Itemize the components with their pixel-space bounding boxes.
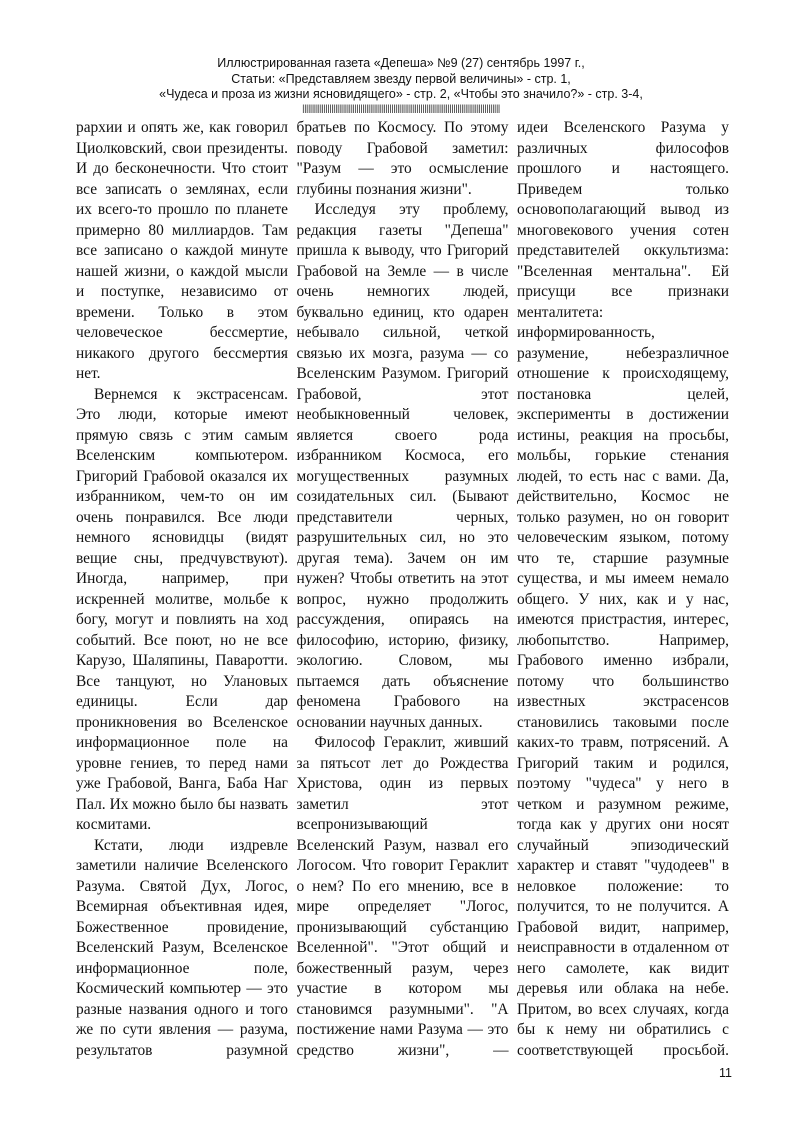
text-column-3 <box>517 118 729 1060</box>
header-articles-line-2: «Чудеса и проза из жизни ясновидящего» - стр. 2, «Чтобы это значило?» - стр. 3-4, <box>159 87 643 101</box>
header-publication-line: Иллюстрированная газета «Депеша» №9 (27) сентябрь 1997 г., <box>217 56 585 70</box>
paragraph: Исследуя эту проблему, редакция газеты "Депеша" пришла к выводу, что Григорий Грабовой на Земле — в числе очень немногих людей, буквально единиц, кто одарен небывало сильной, четкой связью их мозга, разума — со Вселенским Разумом. Григорий Грабовой, этот необыкновенный человек, является своего рода избранником Космоса, его могущественных разумных созидательных сил. (Бывают представители черных, разрушительных сил, но это другая тема). Зачем он им нужен? Чтобы ответить на этот вопрос, нужно продолжить рассуждения, опираясь на философию, историю, физику, экологию. Словом, мы пытаемся дать объяснение феномена Грабового на основании научных данных. <box>296 201 509 731</box>
page-header <box>0 56 802 113</box>
paragraph: Философ Гераклит, живший за пятьсот лет до Рождества Христова, один из первых заметил этот всепронизывающий Вселенский Разум, назвал его Логосом. Что говорит Гераклит о нем? По его мнению, все в мире определяет "Логос, пронизывающий субстанцию Вселенной". "Этот общий и божественный разум, через участие в котором мы становимся разумными". "А постижение нами Разума — это средство жизни", — <box>296 734 509 1059</box>
article-body <box>76 118 729 1060</box>
text-column-1 <box>76 118 288 1060</box>
paragraph: братьев по Космосу. По этому поводу Грабовой заметил: "Разум — это осмысление глубины познания жизни". <box>296 119 509 198</box>
paragraph: Вернемся к экстрасенсам. Это люди, которые имеют прямую связь с этим самым Вселенским компьютером. Григорий Грабовой оказался их избранником, чем-то он им очень понравился. Все люди немного ясновидцы (видят вещие сны, предчувствуют). Иногда, например, при искренней молитве, мольбе к богу, могут и повлиять на ход событий. Все поют, но не все Карузо, Шаляпины, Паваротти. Все танцуют, но Улановых единицы. Если дар проникновения во Вселенское информационное поле на уровне гениев, то перед нами уже Грабовой, Ванга, Баба Наг Пал. Их можно было бы назвать космитами. <box>76 385 288 833</box>
paragraph: Кстати, люди издревле заметили наличие Вселенского Разума. Святой Дух, Логос, Всемирная объективная идея, Божественное провидение, Вселенский Разум, Вселенское информационное поле, Космический компьютер — это разные названия одного и того же по сути явления — разума, результатов разумной <box>76 836 288 1059</box>
header-articles-line-1: Статьи: «Представляем звезду первой величины» - стр. 1, <box>231 71 571 86</box>
text-column-2 <box>297 118 509 1060</box>
paragraph: рархии и опять же, как говорил Циолковский, свои президенты. И до бесконечности. Что стоит все записать о землянах, если их всего-то прошло по планете примерно 80 миллиардов. Там все записано о каждой минуте нашей жизни, о каждой мысли и поступке, независимо от времени. Только в этом человеческое бессмертие, никакого другого бессмертия нет. <box>76 119 288 382</box>
paragraph: идеи Вселенского Разума у различных философов прошлого и настоящего. Приведем только основополагающий вывод из многовекового учения сотен представителей оккультизма: "Вселенная ментальна". Ей присущи все признаки менталитета: информированность, разумение, небезразличное отношение к происходящему, постановка целей, эксперименты в достижении истины, реакция на просьбы, мольбы, горькие стенания людей, то есть нас с вами. Да, действительно, Космос не только разумен, но он говорит человеческим языком, потому что те, старшие разумные существа, и мы имеем немало общего. У них, как и у нас, имеются пристрастия, интерес, любопытство. Например, Грабового именно избрали, потому что большинство известных экстрасенсов становились таковыми после каких-то травм, потрясений. А Григорий таким и родился, поэтому "чудеса" у него в четком и разумном режиме, тогда как у других они носят случайный эпизодический характер и ставят "чудодеев" в неловкое положение: то получится, то не получится. А Грабовой видит, например, неисправности в отдаленном от него самолете, как видит деревья или облака на небе. Притом, во всех случаях, когда бы к нему ни обратились с соответствующей просьбой. <box>517 119 729 1059</box>
page-number: 11 <box>719 1066 732 1080</box>
header-rule: |||||||||||||||||||||||||||||||||||||||||||||||||||||||||||||||||||||||||||||||||||||||||||||||||||||| <box>302 102 500 113</box>
